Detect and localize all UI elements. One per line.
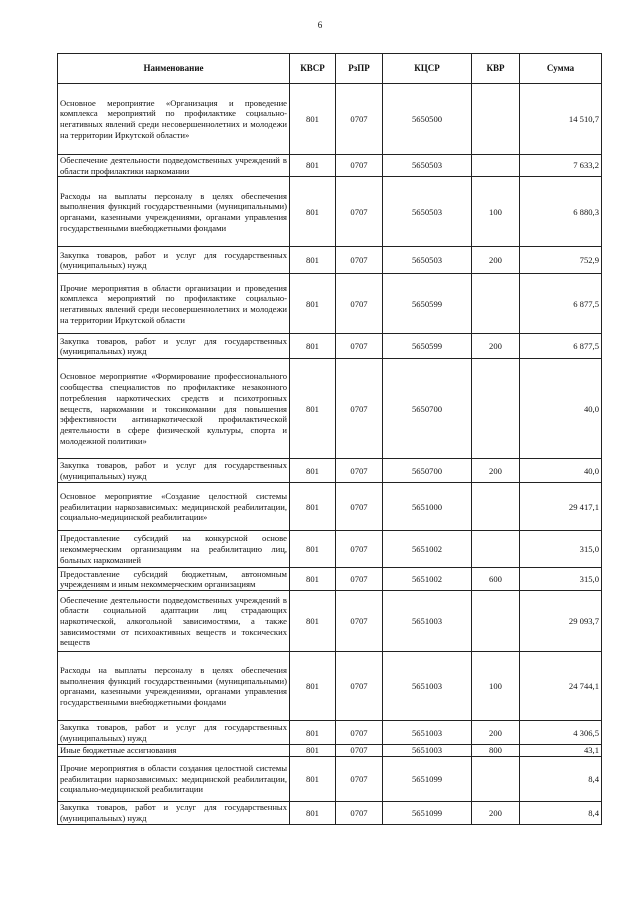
cell-sum: 40,0 <box>520 359 602 459</box>
table-row <box>58 359 602 459</box>
cell-name: Закупка товаров, работ и услуг для государственных (муниципальных) нужд <box>58 802 290 825</box>
table-row <box>58 591 602 652</box>
cell-rzpr: 0707 <box>336 177 383 247</box>
cell-kcsr: 5650503 <box>383 247 472 274</box>
cell-kvr <box>472 483 520 531</box>
cell-kvsr: 801 <box>290 334 336 359</box>
cell-kvr: 200 <box>472 459 520 483</box>
cell-kvsr: 801 <box>290 568 336 591</box>
cell-rzpr: 0707 <box>336 84 383 155</box>
cell-rzpr: 0707 <box>336 459 383 483</box>
cell-kvsr: 801 <box>290 757 336 802</box>
cell-kcsr: 5651003 <box>383 652 472 721</box>
cell-kvsr: 801 <box>290 84 336 155</box>
cell-kvsr: 801 <box>290 531 336 568</box>
cell-rzpr: 0707 <box>336 745 383 757</box>
table-row <box>58 721 602 745</box>
cell-rzpr: 0707 <box>336 247 383 274</box>
cell-kcsr: 5650700 <box>383 459 472 483</box>
cell-rzpr: 0707 <box>336 721 383 745</box>
cell-kvr <box>472 359 520 459</box>
cell-sum: 29 417,1 <box>520 483 602 531</box>
cell-sum: 4 306,5 <box>520 721 602 745</box>
table-row <box>58 274 602 334</box>
header-sum: Сумма <box>520 54 602 84</box>
cell-sum: 24 744,1 <box>520 652 602 721</box>
cell-kvr <box>472 591 520 652</box>
cell-sum: 7 633,2 <box>520 155 602 177</box>
table-row <box>58 757 602 802</box>
table-row <box>58 334 602 359</box>
cell-name: Иные бюджетные ассигнования <box>58 745 290 757</box>
cell-sum: 6 877,5 <box>520 334 602 359</box>
cell-kvsr: 801 <box>290 459 336 483</box>
table-row <box>58 84 602 155</box>
cell-name: Закупка товаров, работ и услуг для государственных (муниципальных) нужд <box>58 334 290 359</box>
cell-kvsr: 801 <box>290 177 336 247</box>
cell-rzpr: 0707 <box>336 531 383 568</box>
table-row <box>58 802 602 825</box>
cell-kcsr: 5650503 <box>383 177 472 247</box>
cell-name: Предоставление субсидий на конкурсной основе некоммерческим организациям на реабилитацию лиц, больных наркоманией <box>58 531 290 568</box>
table-row <box>58 483 602 531</box>
cell-kvsr: 801 <box>290 745 336 757</box>
cell-name: Закупка товаров, работ и услуг для государственных (муниципальных) нужд <box>58 247 290 274</box>
cell-name: Основное мероприятие «Создание целостной системы реабилитации наркозависимых: медицинской реабилитации, социально-медицинской реабилитации» <box>58 483 290 531</box>
cell-sum: 29 093,7 <box>520 591 602 652</box>
table-row <box>58 247 602 274</box>
cell-kvr <box>472 531 520 568</box>
cell-rzpr: 0707 <box>336 483 383 531</box>
cell-sum: 315,0 <box>520 568 602 591</box>
cell-kcsr: 5651099 <box>383 802 472 825</box>
cell-sum: 315,0 <box>520 531 602 568</box>
cell-kvsr: 801 <box>290 359 336 459</box>
cell-kcsr: 5650500 <box>383 84 472 155</box>
cell-name: Закупка товаров, работ и услуг для государственных (муниципальных) нужд <box>58 459 290 483</box>
cell-kcsr: 5651002 <box>383 568 472 591</box>
cell-kvr: 200 <box>472 721 520 745</box>
cell-kcsr: 5651099 <box>383 757 472 802</box>
cell-kcsr: 5651003 <box>383 745 472 757</box>
cell-kvr: 800 <box>472 745 520 757</box>
cell-rzpr: 0707 <box>336 802 383 825</box>
cell-name: Прочие мероприятия в области организации и проведения комплекса мероприятий по профилактике социально-негативных явлений среди несовершеннолетних и молодежи на территории Иркутской области <box>58 274 290 334</box>
table-row <box>58 155 602 177</box>
cell-rzpr: 0707 <box>336 155 383 177</box>
header-kcsr: КЦСР <box>383 54 472 84</box>
cell-kvr <box>472 84 520 155</box>
cell-sum: 6 877,5 <box>520 274 602 334</box>
cell-kvsr: 801 <box>290 652 336 721</box>
table-header-row <box>58 54 602 84</box>
cell-name: Расходы на выплаты персоналу в целях обеспечения выполнения функций государственными (муниципальными) органами, казенными учреждениями, органами управления государственными внебюджетными фондами <box>58 652 290 721</box>
cell-rzpr: 0707 <box>336 568 383 591</box>
cell-sum: 752,9 <box>520 247 602 274</box>
cell-rzpr: 0707 <box>336 334 383 359</box>
table-row <box>58 459 602 483</box>
budget-table <box>57 53 602 825</box>
cell-kvr <box>472 155 520 177</box>
table-row <box>58 568 602 591</box>
cell-rzpr: 0707 <box>336 274 383 334</box>
cell-kvsr: 801 <box>290 591 336 652</box>
cell-kvr <box>472 274 520 334</box>
cell-sum: 8,4 <box>520 757 602 802</box>
cell-kvsr: 801 <box>290 247 336 274</box>
cell-sum: 43,1 <box>520 745 602 757</box>
cell-kvr: 200 <box>472 802 520 825</box>
cell-kvr: 200 <box>472 247 520 274</box>
cell-kcsr: 5651003 <box>383 721 472 745</box>
cell-sum: 6 880,3 <box>520 177 602 247</box>
cell-name: Обеспечение деятельности подведомственных учреждений в области социальной адаптации лиц страдающих наркотической, алкогольной зависимостями, а также зависимостями от психоактивных веществ и токсических веществ <box>58 591 290 652</box>
header-name: Наименование <box>58 54 290 84</box>
cell-kcsr: 5651003 <box>383 591 472 652</box>
cell-name: Обеспечение деятельности подведомственных учреждений в области профилактики наркомании <box>58 155 290 177</box>
cell-kvr: 600 <box>472 568 520 591</box>
cell-kvr <box>472 757 520 802</box>
table-row <box>58 177 602 247</box>
cell-name: Закупка товаров, работ и услуг для государственных (муниципальных) нужд <box>58 721 290 745</box>
cell-kvr: 100 <box>472 652 520 721</box>
cell-kcsr: 5650700 <box>383 359 472 459</box>
table-row <box>58 652 602 721</box>
cell-sum: 40,0 <box>520 459 602 483</box>
page-number: 6 <box>317 20 323 30</box>
cell-name: Предоставление субсидий бюджетным, автономным учреждениям и иным некоммерческим организациям <box>58 568 290 591</box>
cell-rzpr: 0707 <box>336 591 383 652</box>
cell-kvr: 200 <box>472 334 520 359</box>
cell-rzpr: 0707 <box>336 757 383 802</box>
cell-kcsr: 5650599 <box>383 274 472 334</box>
cell-sum: 14 510,7 <box>520 84 602 155</box>
cell-name: Основное мероприятие «Организация и проведение комплекса мероприятий по профилактике социально-негативных явлений среди несовершеннолетних и молодежи на территории Иркутской области» <box>58 84 290 155</box>
cell-kvsr: 801 <box>290 483 336 531</box>
cell-kcsr: 5650503 <box>383 155 472 177</box>
cell-name: Основное мероприятие «Формирование профессионального сообщества специалистов по профилактике незаконного потребления наркотических средств и психотропных веществ, наркомании и токсикомании для повышения эффективности антинаркотической профилактической деятельности в сфере физической культуры, спорта и молодежной политики» <box>58 359 290 459</box>
cell-kvr: 100 <box>472 177 520 247</box>
table-row <box>58 531 602 568</box>
cell-kvsr: 801 <box>290 802 336 825</box>
cell-sum: 8,4 <box>520 802 602 825</box>
cell-name: Прочие мероприятия в области создания целостной системы реабилитации наркозависимых: медицинской реабилитации, социально-медицинской реабилитации <box>58 757 290 802</box>
cell-kcsr: 5650599 <box>383 334 472 359</box>
header-kvsr: КВСР <box>290 54 336 84</box>
cell-kvsr: 801 <box>290 274 336 334</box>
table-row <box>58 745 602 757</box>
table-body <box>58 84 602 825</box>
cell-kvsr: 801 <box>290 721 336 745</box>
cell-name: Расходы на выплаты персоналу в целях обеспечения выполнения функций государственными (муниципальными) органами, казенными учреждениями, органами управления государственными внебюджетными фондами <box>58 177 290 247</box>
cell-kvsr: 801 <box>290 155 336 177</box>
header-kvr: КВР <box>472 54 520 84</box>
cell-rzpr: 0707 <box>336 359 383 459</box>
cell-kcsr: 5651002 <box>383 531 472 568</box>
header-rzpr: РзПР <box>336 54 383 84</box>
cell-rzpr: 0707 <box>336 652 383 721</box>
cell-kcsr: 5651000 <box>383 483 472 531</box>
